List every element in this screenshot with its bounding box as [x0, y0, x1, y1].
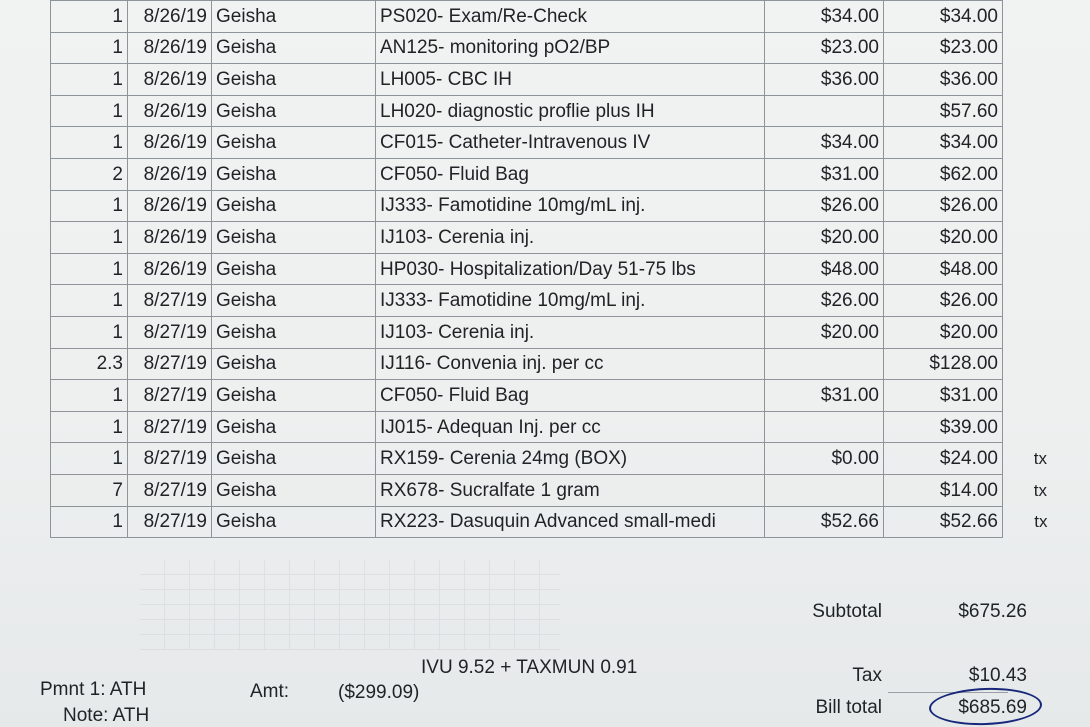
- line-item-tax-flag: [1003, 411, 1052, 443]
- line-item-total: $34.00: [884, 127, 1003, 159]
- line-item-date: 8/26/19: [128, 95, 212, 127]
- line-item-tax-flag: tx: [1033, 480, 1047, 500]
- line-item-patient: Geisha: [212, 64, 376, 96]
- line-item-quantity: 7: [51, 474, 128, 506]
- tax-label: Tax: [852, 665, 882, 686]
- line-item-total: $20.00: [884, 222, 1003, 254]
- line-item-quantity: 1: [51, 443, 128, 475]
- line-item-tax-flag: [1003, 222, 1052, 254]
- table-row: [51, 506, 1052, 538]
- line-item-quantity: 1: [51, 411, 128, 443]
- line-item-date: 8/26/19: [128, 158, 212, 190]
- line-item-patient: Geisha: [212, 1, 376, 33]
- bill-total-value: $685.69: [958, 697, 1027, 718]
- line-item-unit-price: $26.00: [765, 285, 884, 317]
- line-item-date: 8/27/19: [128, 411, 212, 443]
- line-item-unit-price: $20.00: [765, 222, 884, 254]
- invoice-line-items-table: [50, 0, 1052, 538]
- line-item-total: $26.00: [884, 190, 1003, 222]
- line-item-total: $26.00: [884, 285, 1003, 317]
- line-item-unit-price: $34.00: [765, 127, 884, 159]
- line-item-tax-flag: [1003, 253, 1052, 285]
- table-row: [51, 190, 1052, 222]
- line-item-total: $31.00: [884, 380, 1003, 412]
- line-item-tax-flag: [1003, 32, 1052, 64]
- table-row: [51, 127, 1052, 159]
- line-item-date: 8/26/19: [128, 222, 212, 254]
- line-item-unit-price: $31.00: [765, 158, 884, 190]
- line-item-description: LH020- diagnostic proflie plus IH: [376, 95, 765, 127]
- table-row: [51, 1, 1052, 33]
- line-item-quantity: 1: [51, 127, 128, 159]
- line-item-tax-flag: [1003, 380, 1052, 412]
- line-item-total: $39.00: [884, 411, 1003, 443]
- line-item-tax-flag: [1003, 1, 1052, 33]
- line-item-patient: Geisha: [212, 32, 376, 64]
- line-item-date: 8/26/19: [128, 253, 212, 285]
- line-item-quantity: 1: [51, 253, 128, 285]
- line-item-total: $52.66: [884, 506, 1003, 538]
- line-item-total: $20.00: [884, 316, 1003, 348]
- line-item-unit-price: $36.00: [765, 64, 884, 96]
- line-item-description: RX223- Dasuquin Advanced small-medi: [376, 506, 765, 538]
- bill-total-label: Bill total: [815, 697, 882, 718]
- line-item-description: IJ103- Cerenia inj.: [376, 316, 765, 348]
- line-item-patient: Geisha: [212, 222, 376, 254]
- line-item-tax-flag: [1003, 95, 1052, 127]
- line-item-description: LH005- CBC IH: [376, 64, 765, 96]
- table-row: [51, 158, 1052, 190]
- line-item-description: RX159- Cerenia 24mg (BOX): [376, 443, 765, 475]
- line-item-date: 8/27/19: [128, 380, 212, 412]
- line-item-patient: Geisha: [212, 506, 376, 538]
- line-item-unit-price: $48.00: [765, 253, 884, 285]
- line-item-description: IJ103- Cerenia inj.: [376, 222, 765, 254]
- line-item-unit-price: [765, 474, 884, 506]
- table-row: [51, 316, 1052, 348]
- line-item-description: IJ015- Adequan Inj. per cc: [376, 411, 765, 443]
- line-item-patient: Geisha: [212, 316, 376, 348]
- line-item-description: RX678- Sucralfate 1 gram: [376, 474, 765, 506]
- line-item-description: IJ333- Famotidine 10mg/mL inj.: [376, 190, 765, 222]
- subtotal-label: Subtotal: [812, 601, 882, 622]
- line-item-total: $62.00: [884, 158, 1003, 190]
- line-item-unit-price: $34.00: [765, 1, 884, 33]
- line-item-tax-flag: [1003, 158, 1052, 190]
- line-item-date: 8/27/19: [128, 316, 212, 348]
- line-item-description: HP030- Hospitalization/Day 51-75 lbs: [376, 253, 765, 285]
- line-item-patient: Geisha: [212, 158, 376, 190]
- line-item-date: 8/26/19: [128, 64, 212, 96]
- tax-breakdown: IVU 9.52 + TAXMUN 0.91: [421, 657, 638, 678]
- line-item-patient: Geisha: [212, 443, 376, 475]
- line-item-quantity: 1: [51, 32, 128, 64]
- table-row: [51, 64, 1052, 96]
- line-item-date: 8/26/19: [128, 127, 212, 159]
- subtotal-value: $675.26: [958, 601, 1027, 622]
- line-item-patient: Geisha: [212, 411, 376, 443]
- line-item-total: $36.00: [884, 64, 1003, 96]
- line-item-total: $34.00: [884, 1, 1003, 33]
- table-row: [51, 253, 1052, 285]
- line-item-quantity: 1: [51, 316, 128, 348]
- line-item-quantity: 1: [51, 380, 128, 412]
- line-item-quantity: 1: [51, 285, 128, 317]
- line-item-quantity: 2.3: [51, 348, 128, 380]
- line-item-tax-flag: [1003, 190, 1052, 222]
- line-item-tax-flag: [1003, 316, 1052, 348]
- payment-amount-value: ($299.09): [338, 682, 420, 703]
- line-item-description: IJ116- Convenia inj. per cc: [376, 348, 765, 380]
- line-item-unit-price: $52.66: [765, 506, 884, 538]
- line-item-quantity: 1: [51, 222, 128, 254]
- line-item-total: $23.00: [884, 32, 1003, 64]
- line-item-quantity: 1: [51, 95, 128, 127]
- line-item-total: $48.00: [884, 253, 1003, 285]
- table-row: [51, 380, 1052, 412]
- line-item-date: 8/27/19: [128, 506, 212, 538]
- line-item-date: 8/27/19: [128, 474, 212, 506]
- table-row: [51, 285, 1052, 317]
- line-item-description: CF015- Catheter-Intravenous IV: [376, 127, 765, 159]
- line-item-patient: Geisha: [212, 127, 376, 159]
- table-row: [51, 32, 1052, 64]
- line-item-description: PS020- Exam/Re-Check: [376, 1, 765, 33]
- line-item-description: CF050- Fluid Bag: [376, 380, 765, 412]
- line-item-description: AN125- monitoring pO2/BP: [376, 32, 765, 64]
- payment-method-label: Pmnt 1: ATH: [40, 679, 147, 700]
- line-item-total: $57.60: [884, 95, 1003, 127]
- line-item-tax-flag: tx: [1034, 512, 1048, 532]
- line-item-tax-flag: tx: [1033, 449, 1047, 469]
- line-item-unit-price: [765, 95, 884, 127]
- line-item-patient: Geisha: [212, 285, 376, 317]
- line-item-description: CF050- Fluid Bag: [376, 158, 765, 190]
- line-item-quantity: 1: [51, 1, 128, 33]
- line-item-unit-price: [765, 348, 884, 380]
- table-row: [51, 411, 1052, 443]
- line-item-patient: Geisha: [212, 348, 376, 380]
- faded-print-background: [140, 560, 560, 650]
- line-item-patient: Geisha: [212, 95, 376, 127]
- payment-note-label: Note: ATH: [63, 705, 150, 726]
- line-item-date: 8/27/19: [128, 348, 212, 380]
- line-item-quantity: 1: [51, 64, 128, 96]
- line-item-total: $24.00: [884, 443, 1003, 475]
- table-row: [51, 95, 1052, 127]
- table-row: [51, 222, 1052, 254]
- line-item-quantity: 1: [51, 506, 128, 538]
- line-item-patient: Geisha: [212, 474, 376, 506]
- line-item-patient: Geisha: [212, 380, 376, 412]
- line-item-unit-price: [765, 411, 884, 443]
- line-item-date: 8/27/19: [128, 443, 212, 475]
- line-item-unit-price: $23.00: [765, 32, 884, 64]
- line-item-tax-flag: [1003, 348, 1052, 380]
- line-item-total: $14.00: [884, 474, 1003, 506]
- line-item-date: 8/26/19: [128, 190, 212, 222]
- line-item-unit-price: $31.00: [765, 380, 884, 412]
- table-row: [51, 348, 1052, 380]
- line-item-quantity: 2: [51, 158, 128, 190]
- payment-amount-label: Amt:: [250, 681, 290, 702]
- line-item-date: 8/26/19: [128, 1, 212, 33]
- line-item-date: 8/26/19: [128, 32, 212, 64]
- line-item-tax-flag: [1003, 64, 1052, 96]
- line-item-tax-flag: [1003, 127, 1052, 159]
- table-row: [51, 443, 1052, 475]
- line-item-total: $128.00: [884, 348, 1003, 380]
- line-item-quantity: 1: [51, 190, 128, 222]
- line-item-description: IJ333- Famotidine 10mg/mL inj.: [376, 285, 765, 317]
- line-item-patient: Geisha: [212, 190, 376, 222]
- line-item-unit-price: $0.00: [765, 443, 884, 475]
- line-item-unit-price: $20.00: [765, 316, 884, 348]
- table-row: [51, 474, 1052, 506]
- line-item-patient: Geisha: [212, 253, 376, 285]
- line-item-date: 8/27/19: [128, 285, 212, 317]
- tax-value: $10.43: [968, 665, 1027, 686]
- line-item-tax-flag: [1003, 285, 1052, 317]
- line-item-unit-price: $26.00: [765, 190, 884, 222]
